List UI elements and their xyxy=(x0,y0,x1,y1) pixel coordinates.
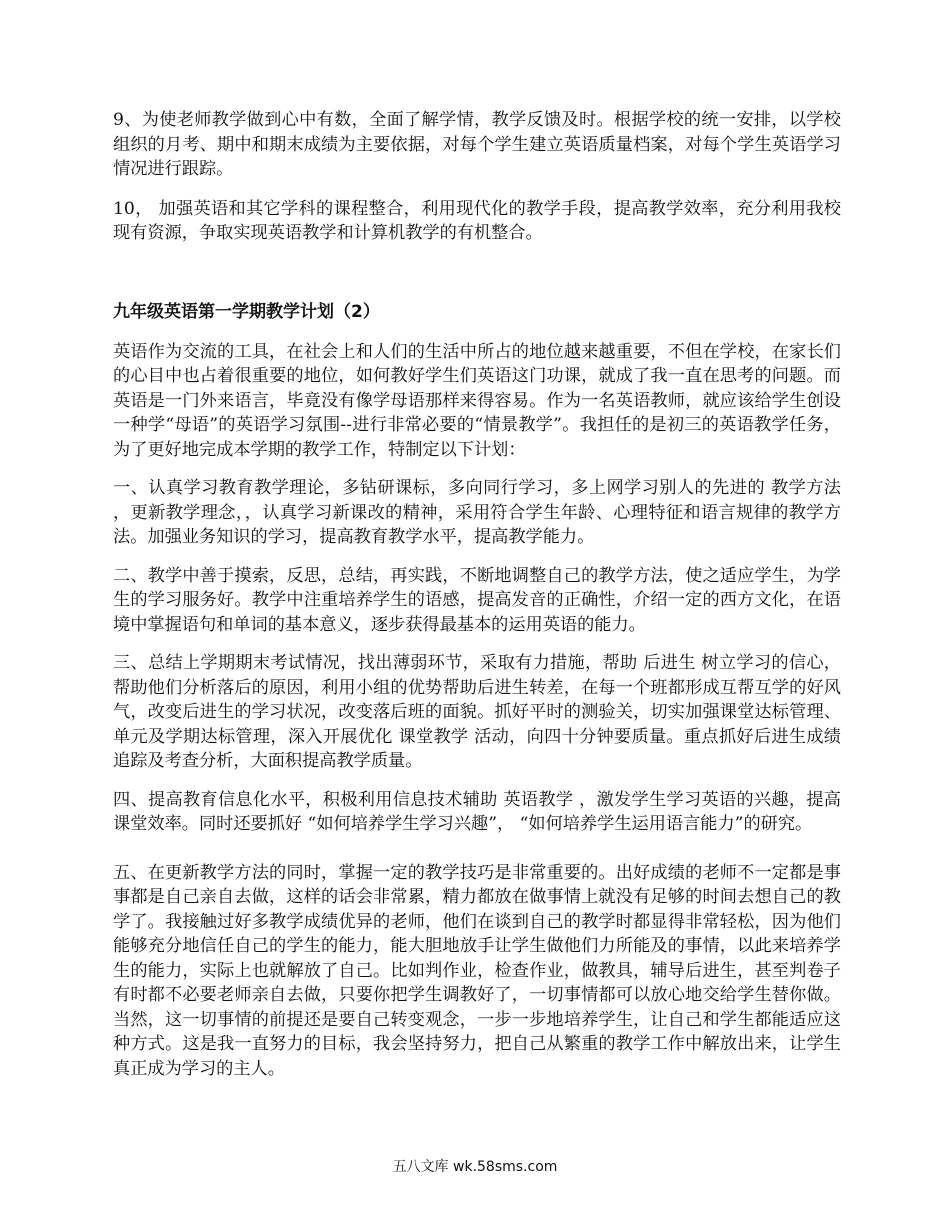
point-paragraph-4: 四、提高教育信息化水平，积极利用信息技术辅助 英语教学 ，激发学生学习英语的兴趣，提高课堂效率。同时还要抓好 “如何培养学生学习兴趣”， “如何培养学生运用语言能力”的研究。 xyxy=(113,789,841,834)
paragraph-item-10: 10， 加强英语和其它学科的课程整合，利用现代化的教学手段，提高教学效率，充分利用我校现有资源，争取实现英语教学和计算机教学的有机整合。 xyxy=(113,198,841,243)
footer-watermark: 五八文库 wk.58sms.com xyxy=(392,1159,558,1175)
intro-paragraph: 英语作为交流的工具，在社会上和人们的生活中所占的地位越来越重要，不但在学校，在家长们的心目中也占着很重要的地位，如何教好学生们英语这门功课，就成了我一直在思考的问题。而英语是一门外来语言，毕竟没有像学母语那样来得容易。作为一名英语教师，就应该给学生创设一种学“母语”的英语学习氛围--进行非常必要的“情景教学”。我担任的是初三的英语教学任务，为了更好地完成本学期的教学工作，特制定以下计划： xyxy=(113,341,841,460)
point-paragraph-1: 一、认真学习教育教学理论，多钻研课标，多向同行学习，多上网学习别人的先进的 教学方法 ，更新教学理念，，认真学习新课改的精神，采用符合学生年龄、心理特征和语言规律的教学方法。加强业务知识的学习，提高教育教学水平，提高教学能力。 xyxy=(113,478,841,547)
point-paragraph-2: 二、教学中善于摸索，反思，总结，再实践，不断地调整自己的教学方法，使之适应学生，为学生的学习服务好。教学中注重培养学生的语感，提高发音的正确性，介绍一定的西方文化，在语境中掌握语句和单词的基本意义，逐步获得最基本的运用英语的能力。 xyxy=(113,565,841,635)
paragraph-item-9: 9、为使老师教学做到心中有数，全面了解学情，教学反馈及时。根据学校的统一安排，以学校组织的月考、期中和期末成绩为主要依据，对每个学生建立英语质量档案，对每个学生英语学习情况进行跟踪。 xyxy=(113,110,841,179)
point-paragraph-3: 三、总结上学期期末考试情况，找出薄弱环节，采取有力措施，帮助 后进生 树立学习的信心，帮助他们分析落后的原因，利用小组的优势帮助后进生转差，在每一个班都形成互帮互学的好风气，改变后进生的学习状况，改变落后班的面貌。抓好平时的测验关，切实加强课堂达标管理、单元及学期达标管理，深入开展优化 课堂教学 活动，向四十分钟要质量。重点抓好后进生成绩追踪及考查分析，大面积提高教学质量。 xyxy=(113,653,841,771)
document-body xyxy=(113,108,841,1081)
section-title: 九年级英语第一学期教学计划（2） xyxy=(113,301,380,322)
point-paragraph-5: 五、在更新教学方法的同时，掌握一定的教学技巧是非常重要的。出好成绩的老师不一定都是事事都是自己亲自去做，这样的话会非常累，精力都放在做事情上就没有足够的时间去想自己的教学了。我接触过好多教学成绩优异的老师，他们在谈到自己的教学时都显得非常轻松，因为他们能够充分地信任自己的学生的能力，能大胆地放手让学生做他们力所能及的事情，以此来培养学生的能力，实际上也就解放了自己。比如判作业，检查作业，做教具，辅导后进生，甚至判卷子有时都不必要老师亲自去做，只要你把学生调教好了，一切事情都可以放心地交给学生替你做。当然，这一切事情的前提还是要自己转变观念，一步一步地培养学生，让自己和学生都能适应这种方式。这是我一直努力的目标，我会坚持努力，把自己从繁重的教学工作中解放出来，让学生真正成为学习的主人。 xyxy=(113,862,841,1079)
